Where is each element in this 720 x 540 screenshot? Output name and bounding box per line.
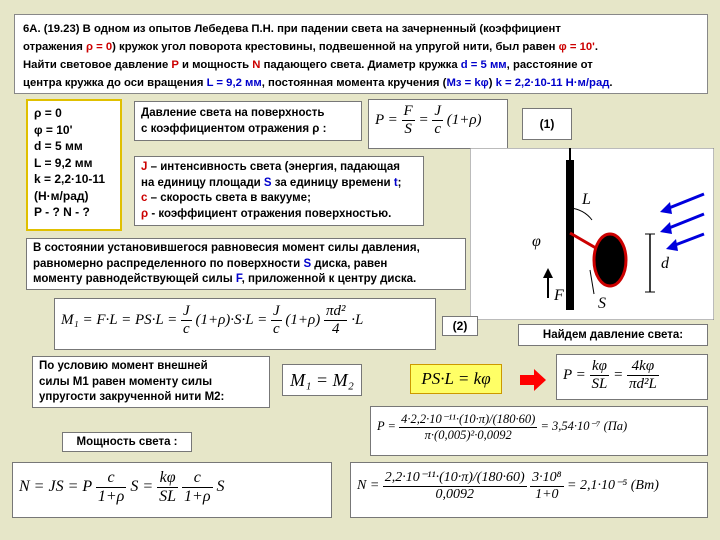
diagram-label-F: F <box>554 287 564 304</box>
given-rho: ρ = 0 <box>34 106 62 120</box>
given-d: d = 5 мм <box>34 139 83 153</box>
given-k-unit: (Н·м/рад) <box>34 188 89 203</box>
diagram-label-L: L <box>582 191 591 208</box>
ps-l-formula: PS·L = kφ <box>410 364 502 394</box>
diagram-label-S: S <box>598 295 606 312</box>
power-formula: N = JS = P $\frac{c}{1+\rho}$ S = $\frac{k\varphi}{SL}$ $\frac{c}{1+\rho}$ S <box>12 462 332 518</box>
given-data <box>26 99 122 231</box>
diagram-background <box>470 148 714 320</box>
torque-formula: M₁ = F·L = PS·L = $\frac{J}{c}$ (1+ρ)·S·L = $\frac{J}{c}$ (1+ρ) $\frac{\text{πd²}}{4}$ ·L <box>54 298 436 350</box>
moment-equality-formula: M₁ = M₂ <box>282 364 362 396</box>
torque-condition-text: По условию момент внешней силы M1 равен моменту силы упругости закрученной нити М2: <box>32 356 270 408</box>
equation-1-label: (1) <box>522 108 572 140</box>
equilibrium-description: В состоянии установившегося равновесия момент силы давления, равномерно распределенного по поверхности S диска, равен моменту равнодействующей силы F, приложенной к центру диска. <box>26 238 466 290</box>
arrow-right-icon <box>518 368 548 392</box>
pressure-formula: P = $\frac{F}{S}$ = $\frac{J}{c}$ (1+ρ) <box>368 99 508 149</box>
problem-line-1: 6А. (19.23) В одном из опытов Лебедева П.Н. при падении света на зачерненный (коэффициент <box>23 23 561 35</box>
blackened-disk <box>594 234 626 286</box>
problem-line-3: Найти световое давление Р и мощность N падающего света. Диаметр кружка d = 5 мм, расстояние от <box>23 59 593 71</box>
diagram-label-d: d <box>661 255 669 272</box>
problem-line-4: центра кружка до оси вращения L = 9,2 мм, постоянная момента кручения (Мз = kφ) k = 2,2·10-11 Н·м/рад. <box>23 77 613 89</box>
pressure-description: Давление света на поверхность с коэффициентом отражения ρ : <box>134 101 362 141</box>
arrow-right-shape <box>520 369 546 391</box>
problem-statement <box>14 14 708 94</box>
given-unknowns: P - ? N - ? <box>34 205 90 219</box>
given-k: k = 2,2·10-11 <box>34 172 106 186</box>
equation-2-label: (2) <box>442 316 478 336</box>
intensity-description: J – интенсивность света (энергия, падающая на единицу площади S за единицу времени t; c – скорость света в вакууме; ρ - коэффициент отражения поверхностью. <box>134 156 424 226</box>
pressure-numeric-formula: P = $\frac{\text{4·2,2·10⁻¹¹·(10·π)/(180·60)}}{\text{π·(0,005)²·0,0092}}$ = 3,54·10⁻⁷ (Па) <box>370 406 708 456</box>
given-phi: φ = 10' <box>34 122 73 137</box>
find-pressure-label: Найдем давление света: <box>518 324 708 346</box>
lebedev-diagram <box>470 148 714 320</box>
power-numeric-formula: N = $\frac{\text{2,2·10⁻¹¹·(10·π)/(180·60)}}{0,0092}$ $\frac{\text{3·10⁸}}{1+0}$ = 2,1·10⁻⁵ (Вт) <box>350 462 708 518</box>
pressure-result-formula: P = $\frac{k\varphi}{SL}$ = $\frac{4k\varphi}{\text{πd²L}}$ <box>556 354 708 400</box>
diagram-label-phi: φ <box>532 233 541 250</box>
power-label: Мощность света : <box>62 432 192 452</box>
problem-line-2: отражения ρ = 0) кружок угол поворота крестовины, подвешенной на упругой нити, был равен φ = 10'. <box>23 41 598 53</box>
given-L: L = 9,2 мм <box>34 155 93 170</box>
